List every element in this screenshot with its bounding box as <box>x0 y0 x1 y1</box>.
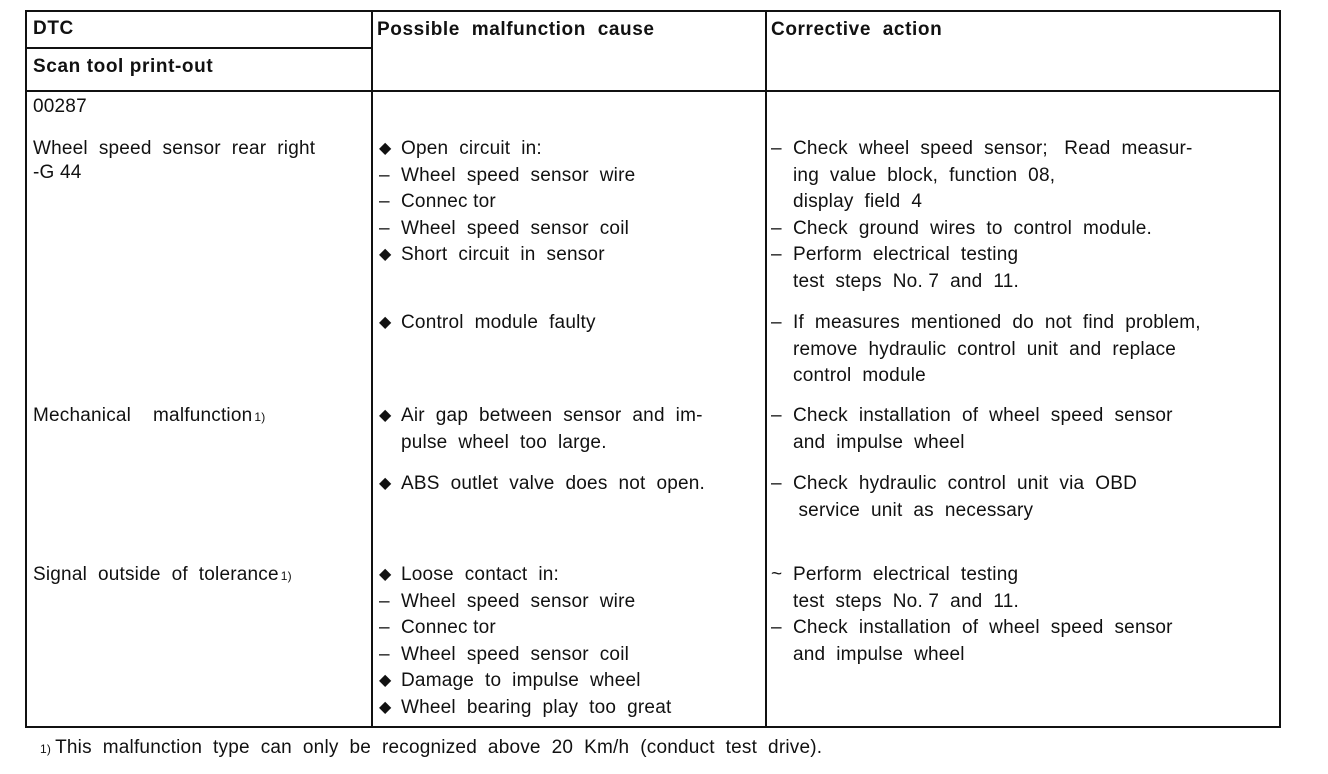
list-item-text: Wheel speed sensor wire <box>401 164 636 186</box>
column-divider-1 <box>371 12 373 726</box>
list-item <box>379 430 703 457</box>
row2-label-text: Mechanical malfunction <box>33 405 253 426</box>
list-item-text: Check wheel speed sensor; Read measur- <box>793 138 1193 159</box>
diamond-bullet-icon: ◆ <box>379 314 392 331</box>
list-item <box>379 668 671 695</box>
list-item <box>771 642 1173 669</box>
list-item <box>771 269 1193 296</box>
header-scan-tool-print-out: Scan tool print-out <box>33 56 214 77</box>
list-item <box>771 430 1173 457</box>
row1-label-line2: -G 44 <box>33 162 82 183</box>
dash-bullet-icon: – <box>379 191 390 212</box>
row1-causes-group2 <box>379 310 596 337</box>
column-divider-2 <box>765 12 767 726</box>
dash-bullet-icon: – <box>771 312 782 333</box>
row1-label: Wheel speed sensor rear right <box>33 138 316 159</box>
list-item-text: test steps No. 7 and 11. <box>793 270 1019 292</box>
row2-causes-group2 <box>379 471 705 498</box>
list-item-text: If measures mentioned do not find problem, <box>793 312 1201 333</box>
dash-bullet-icon: – <box>379 590 390 612</box>
diamond-bullet-icon: ◆ <box>379 246 392 263</box>
row1-causes-group1 <box>379 136 635 269</box>
dash-bullet-icon: – <box>771 244 782 265</box>
list-item <box>771 615 1173 642</box>
list-item <box>771 163 1193 190</box>
footnote-marker: 1) <box>40 742 52 756</box>
list-item-text: and impulse wheel <box>793 431 965 453</box>
list-item <box>379 242 635 269</box>
list-item <box>771 403 1173 430</box>
list-item <box>379 471 705 498</box>
list-item-text: remove hydraulic control unit and replace <box>793 338 1177 360</box>
diamond-bullet-icon: ◆ <box>379 475 392 492</box>
list-item-text: Check installation of wheel speed sensor <box>793 617 1173 638</box>
row2-causes-group1 <box>379 403 703 456</box>
row1-actions-group1 <box>771 136 1193 295</box>
list-item <box>379 189 635 216</box>
list-item-text: Connec tor <box>401 617 496 638</box>
list-item <box>379 163 635 190</box>
row2-label-footnote-ref: 1) <box>254 410 266 424</box>
list-item-text: Wheel speed sensor coil <box>401 643 630 665</box>
list-item-text: ABS outlet valve does not open. <box>401 473 706 494</box>
list-item-text: Wheel speed sensor coil <box>401 217 630 239</box>
diamond-bullet-icon: ◆ <box>379 566 392 583</box>
dtc-code: 00287 <box>33 96 87 117</box>
dash-bullet-icon: ~ <box>771 564 783 585</box>
list-item <box>771 189 1193 216</box>
list-item-text: Wheel bearing play too great <box>401 696 672 718</box>
list-item-text: Short circuit in sensor <box>401 244 605 265</box>
list-item <box>379 589 671 616</box>
diamond-bullet-icon: ◆ <box>379 672 392 689</box>
list-item <box>379 642 671 669</box>
header-corrective-action: Corrective action <box>771 19 943 40</box>
list-item-text: Perform electrical testing <box>793 244 1019 265</box>
diamond-bullet-icon: ◆ <box>379 140 392 157</box>
row3-causes-group1 <box>379 562 671 721</box>
row2-actions-group1 <box>771 403 1173 456</box>
list-item <box>771 136 1193 163</box>
footnote-text: This malfunction type can only be recognized above 20 Km/h (conduct test drive). <box>55 737 823 758</box>
dash-bullet-icon: – <box>771 138 782 159</box>
row2-label <box>33 403 265 430</box>
list-item <box>771 589 1173 616</box>
list-item <box>771 498 1137 525</box>
list-item-text: and impulse wheel <box>793 643 965 665</box>
list-item <box>379 403 703 430</box>
list-item-text: ing value block, function 08, <box>793 164 1056 186</box>
list-item <box>771 471 1137 498</box>
dash-bullet-icon: – <box>771 405 782 426</box>
row3-actions-group1 <box>771 562 1173 668</box>
list-item <box>379 695 671 722</box>
list-item <box>379 216 635 243</box>
list-item <box>379 310 596 337</box>
list-item <box>771 310 1201 337</box>
list-item-text: Loose contact in: <box>401 564 560 585</box>
list-item <box>771 242 1193 269</box>
row2-actions-group2 <box>771 471 1137 524</box>
row3-label <box>33 562 292 589</box>
diamond-bullet-icon: ◆ <box>379 698 392 716</box>
dash-bullet-icon: – <box>379 643 390 665</box>
list-item-text: Check hydraulic control unit via OBD <box>793 473 1138 494</box>
list-item-text: display field 4 <box>793 191 923 212</box>
footnote <box>40 737 822 759</box>
dash-bullet-icon: – <box>379 164 390 186</box>
dash-bullet-icon: – <box>771 217 782 239</box>
dtc-table <box>25 10 1281 728</box>
header-dtc: DTC <box>33 18 74 39</box>
dash-bullet-icon: – <box>771 473 782 494</box>
diamond-bullet-icon: ◆ <box>379 407 392 424</box>
list-item-text: Perform electrical testing <box>793 564 1019 585</box>
list-item <box>771 562 1173 589</box>
list-item-text: Connec tor <box>401 191 496 212</box>
list-item <box>379 615 671 642</box>
header-bottom-border <box>27 90 1279 92</box>
list-item-text: Control module faulty <box>401 312 596 333</box>
list-item-text: pulse wheel too large. <box>401 431 607 453</box>
list-item-text: control module <box>793 365 926 386</box>
list-item-text: Check installation of wheel speed sensor <box>793 405 1173 426</box>
row3-label-text: Signal outside of tolerance <box>33 564 279 585</box>
list-item <box>771 337 1201 364</box>
dash-bullet-icon: – <box>771 617 782 638</box>
list-item-text: test steps No. 7 and 11. <box>793 590 1019 612</box>
list-item-text: Check ground wires to control module. <box>793 217 1153 239</box>
list-item <box>771 216 1193 243</box>
header-subdivider <box>27 47 371 49</box>
list-item-text: Damage to impulse wheel <box>401 670 641 691</box>
list-item-text: service unit as necessary <box>793 499 1034 521</box>
list-item-text: Open circuit in: <box>401 138 542 159</box>
list-item <box>771 363 1201 390</box>
dash-bullet-icon: – <box>379 217 390 239</box>
dash-bullet-icon: – <box>379 617 390 638</box>
row3-label-footnote-ref: 1) <box>280 569 292 583</box>
list-item <box>379 136 635 163</box>
list-item-text: Wheel speed sensor wire <box>401 590 636 612</box>
row1-actions-group2 <box>771 310 1201 390</box>
header-possible-malfunction-cause: Possible malfunction cause <box>377 19 655 40</box>
list-item <box>379 562 671 589</box>
list-item-text: Air gap between sensor and im- <box>401 405 703 426</box>
